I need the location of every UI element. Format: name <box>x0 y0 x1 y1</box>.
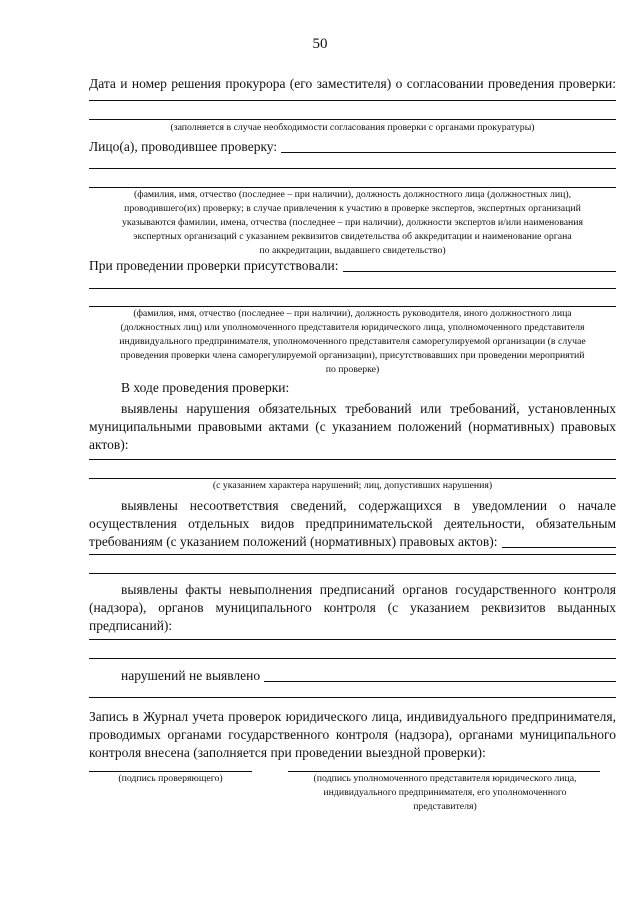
present-line-2[interactable] <box>89 288 616 289</box>
present-field <box>89 257 616 275</box>
inspector-note <box>89 188 616 258</box>
inspector-label: Лицо(а), проводившее проверку: <box>89 139 278 154</box>
violations-paragraph <box>89 400 616 454</box>
representative-caption-line: индивидуального предпринимателя, его уполномоченного <box>323 787 567 798</box>
orders-line-2[interactable] <box>89 658 616 659</box>
violations-line-1[interactable] <box>89 459 616 460</box>
inspector-note-line: проводившего(их) проверку; в случае привлечения к участию в проверке экспертов, экспертных организаций <box>124 203 581 214</box>
journal-line: контроля внесена (заполняется при проведении выездной проверки): <box>89 745 486 760</box>
present-note <box>89 307 616 377</box>
inspector-signature-caption: (подпись проверяющего) <box>118 773 223 784</box>
orders-line-1[interactable] <box>89 639 616 640</box>
violations-note: (с указанием характера нарушений; лиц, допустивших нарушения) <box>212 480 493 491</box>
journal-line: проводимых органами государственного контроля (надзора), органами муниципального <box>89 727 616 742</box>
violations-line: выявлены нарушения обязательных требований или требований, установленных <box>121 401 616 416</box>
inspector-note-line: указываются фамилии, имена, отчества (последнее – при наличии), должности экспертов и/или наименования <box>121 217 584 228</box>
inspector-field <box>89 138 616 156</box>
prosecutor-decision-label: Дата и номер решения прокурора (его заместителя) о согласовании проведения проверки: <box>89 76 616 91</box>
prosecutor-decision-note: (заполняется в случае необходимости согласования проверки с органами прокуратуры) <box>170 122 535 133</box>
journal-paragraph <box>89 708 616 762</box>
representative-signature-caption <box>278 772 612 814</box>
prosecutor-decision-line-1[interactable] <box>89 100 616 101</box>
inspector-note-line: (фамилия, имя, отчество (последнее – при наличии), должность должностного лица (должностных лиц), <box>133 189 572 200</box>
no-violations-label: нарушений не выявлено <box>121 668 261 683</box>
violations-line: актов): <box>89 437 129 452</box>
orders-line: (надзора), органов муниципального контроля (с указанием реквизитов выданных <box>89 600 616 615</box>
present-label: При проведении проверки присутствовали: <box>89 258 339 273</box>
inconsistencies-line: выявлены несоответствия сведений, содержащихся в уведомлении о начале <box>121 498 616 513</box>
no-violations-field <box>121 667 616 685</box>
inconsistencies-last-line <box>89 533 616 551</box>
inspector-input-line[interactable] <box>281 151 616 153</box>
no-violations-line-2[interactable] <box>89 697 616 698</box>
journal-line: Запись в Журнал учета проверок юридического лица, индивидуального предпринимателя, <box>89 709 616 724</box>
violations-line: муниципальными правовыми актами (с указанием положений (нормативных) правовых <box>89 419 616 434</box>
inconsistencies-input-line[interactable] <box>502 546 616 548</box>
present-input-line[interactable] <box>343 270 616 272</box>
inspector-note-line: по аккредитации, выдавшего свидетельство) <box>259 245 446 256</box>
inconsistencies-line-2[interactable] <box>89 554 616 555</box>
inspector-line-2[interactable] <box>89 168 616 169</box>
orders-line: выявлены факты невыполнения предписаний органов государственного контроля <box>121 582 616 597</box>
present-note-line: индивидуального предпринимателя, уполномоченного представителя саморегулируемой организации (в случае <box>119 336 586 347</box>
orders-paragraph <box>89 581 616 635</box>
present-note-line: (должностных лиц) или уполномоченного представителя юридического лица, уполномоченного представителя <box>120 322 585 333</box>
during-check-heading: В ходе проведения проверки: <box>121 380 290 395</box>
page-number: 50 <box>312 36 328 52</box>
representative-caption-line: представителя) <box>413 801 477 812</box>
present-note-line: проведения проверки члена саморегулируемой организации), присутствовавших при проведении мероприятий <box>120 350 585 361</box>
representative-caption-line: (подпись уполномоченного представителя юридического лица, <box>313 773 577 784</box>
prosecutor-decision-line-2[interactable] <box>89 119 616 120</box>
no-violations-input-line[interactable] <box>264 680 616 682</box>
inconsistencies-line-3[interactable] <box>89 573 616 574</box>
present-note-line: по проверке) <box>325 364 380 375</box>
inconsistencies-line: осуществления отдельных видов предпринимательской деятельности, обязательным <box>89 516 616 531</box>
inconsistencies-paragraph <box>89 497 616 551</box>
present-note-line: (фамилия, имя, отчество (последнее – при наличии), должность руководителя, иного должностного лица <box>133 308 572 319</box>
orders-line: предписаний): <box>89 618 173 633</box>
inconsistencies-line: требованиям (с указанием положений (нормативных) правовых актов): <box>89 534 498 549</box>
inspector-note-line: экспертных организаций с указанием реквизитов свидетельства об аккредитации и наименование органа <box>133 231 572 242</box>
